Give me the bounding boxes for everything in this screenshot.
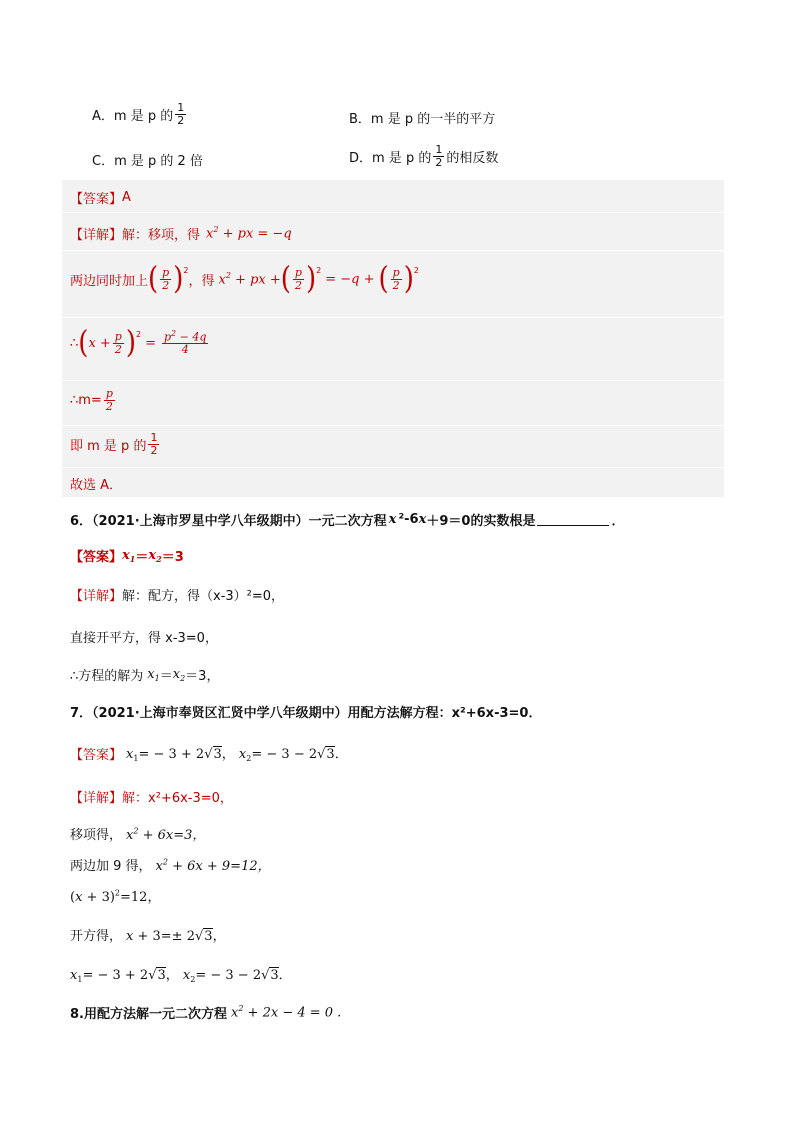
step-text: 移项得，	[70, 828, 123, 843]
option-a	[92, 102, 188, 126]
step-text: 直接开平方，得 x-3=0，	[70, 631, 218, 646]
option-c	[92, 150, 203, 169]
q5-step-result: ∴ ( x + $\frac{p}{2}$ ) $^2$ = $\frac{p^2 - 4q}{4}$	[70, 325, 207, 361]
answer-label: 【答案】	[70, 747, 123, 763]
q7-answer: 【答案】 $x_1= - 3 + 2√3$， $x_2= - 3 - 2√3$．	[70, 743, 348, 763]
conclusion-text: 即 m 是 p 的	[70, 438, 147, 454]
q7-stem	[70, 702, 541, 721]
answer-label: 【答案】	[70, 192, 123, 207]
q7-detail	[70, 787, 233, 806]
step-text: 开方得，	[70, 929, 123, 944]
q8-stem: 8.用配方法解一元二次方程 $x^2 + 2x - 4 = 0$ .	[70, 1004, 342, 1022]
q6-stem: 6．（2021·上海市罗星中学八年级期中）一元二次方程 x ²-6 x ＋9＝0 的实数根是 ．	[70, 512, 625, 529]
detail-label: 【详解】	[70, 228, 123, 243]
q6-stem-text: 6．（2021·上海市罗星中学八年级期中）一元二次方程	[70, 514, 387, 529]
q5-conclusion-half: 即 m 是 p 的 $\frac{1}{2}$	[70, 431, 158, 457]
q5-step-complete-square: 两边同时加上 ( $\frac{p}{2}$ ) $^2$ ，得 $x^2$ + px + ( $\frac{p}{2}$ ) $^2$ = −q + ( $\frac{p}{2}$ ) $^2$	[70, 261, 419, 297]
q7-stem-text: 7．（2021·上海市奉贤区汇贤中学八年级期中）用配方法解方程：x²+6x-3=0．	[70, 706, 542, 721]
detail-text: 解：移项，得	[122, 228, 201, 243]
detail-text: 解：x²+6x-3=0，	[122, 791, 233, 806]
option-d-suffix: 的相反数	[446, 150, 499, 166]
q5-detail	[70, 224, 292, 243]
equation: $x^2$ + px = −q	[206, 225, 292, 242]
q7-step-root: 开方得， x + 3=± 2√3，	[70, 925, 226, 944]
fraction-half: $\frac{1}{2}$	[435, 143, 443, 169]
option-a-text: A．m 是 p 的	[92, 108, 174, 124]
q6-step-sqrt	[70, 627, 218, 646]
option-c-text: C．m 是 p 的 2 倍	[92, 154, 203, 169]
answer-blank	[537, 513, 609, 526]
option-b-text: B．m 是 p 的一半的平方	[349, 112, 496, 127]
answer-value: A	[122, 190, 131, 205]
detail-text: 解：配方，得（x-3）²=0，	[122, 589, 285, 604]
detail-label: 【详解】	[70, 589, 123, 604]
fraction-half: $\frac{1}{2}$	[177, 101, 185, 127]
detail-label: 【详解】	[70, 791, 123, 806]
step-text: 两边加 9 得，	[70, 859, 152, 874]
choose-text: 故选 A．	[70, 478, 123, 493]
m-label: ∴m=	[70, 392, 102, 408]
q7-step-square: $(x + 3)^2=12$，	[70, 888, 161, 905]
q8-stem-text: 8.用配方法解一元二次方程	[70, 1007, 227, 1022]
q6-answer: 【答案】 $x_1$ ＝ $x_2$ ＝3	[70, 547, 184, 565]
q7-solution: $x_1= - 3 + 2√3$， $x_2= - 3 - 2√3$．	[70, 968, 292, 984]
q5-choose	[70, 474, 122, 493]
q6-solution: ∴方程的解为 $x_1$ ＝ $x_2$ ＝3，	[70, 666, 220, 684]
answer-label: 【答案】	[70, 550, 123, 565]
step-text: 两边同时加上	[70, 273, 149, 289]
option-d	[349, 144, 498, 168]
q7-step-move: 移项得， $x^2 + 6x=3$，	[70, 824, 205, 843]
step-mid: ，得	[188, 273, 215, 289]
option-d-text: D．m 是 p 的	[349, 150, 432, 166]
q5-answer	[70, 188, 131, 207]
option-b	[349, 108, 495, 127]
q7-step-add: 两边加 9 得， $x^2 + 6x + 9=12$，	[70, 855, 271, 874]
q5-m-value: ∴m= $\frac{p}{2}$	[70, 387, 113, 413]
q6-detail	[70, 585, 284, 604]
q6-stem-suffix: 的实数根是	[470, 514, 536, 529]
solution-text: ∴方程的解为	[70, 669, 144, 684]
